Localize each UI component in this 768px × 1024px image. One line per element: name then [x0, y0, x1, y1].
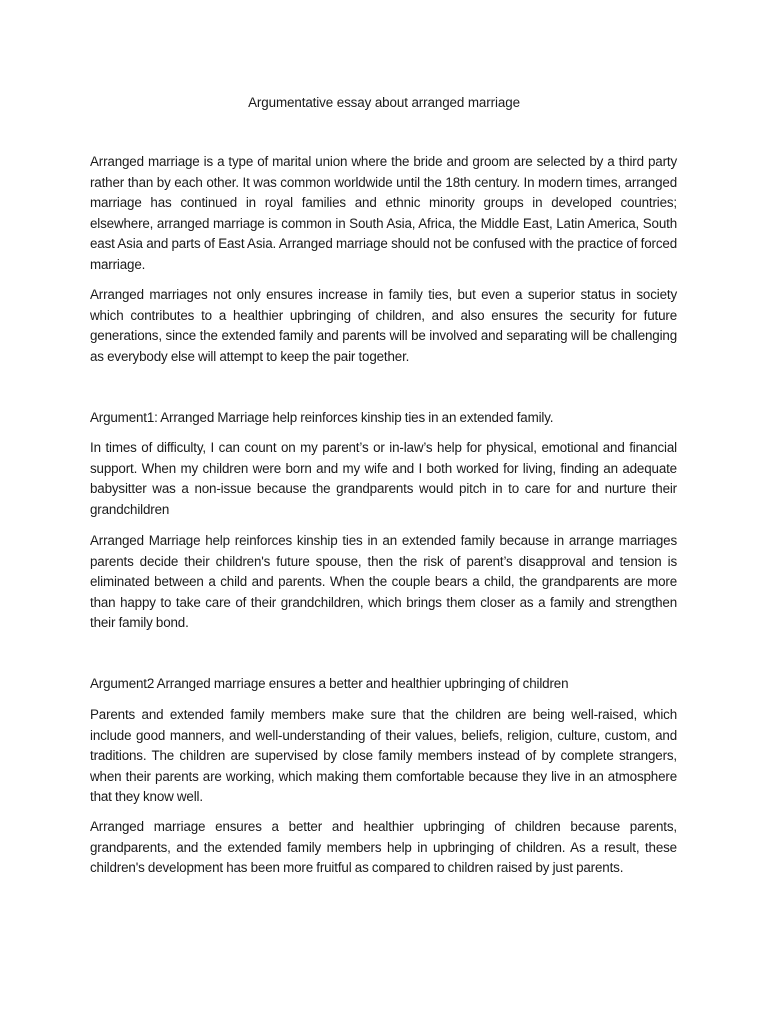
argument1-heading: Argument1: Arranged Marriage help reinforces kinship ties in an extended family.	[90, 410, 554, 425]
document-title: Argumentative essay about arranged marriage	[248, 95, 520, 110]
argument1-paragraph-1: In times of difficulty, I can count on my parent’s or in-law’s help for physical, emotional and financial support. When my children were born and my wife and I both worked for living, finding an adequate babysitter was a non-issue because the grandparents would pitch in to care for and nurture their grandchildren	[90, 440, 677, 517]
argument2-paragraph-2: Arranged marriage ensures a better and healthier upbringing of children because parents, grandparents, and the extended family members help in upbringing of children. As a result, these children's development has been more fruitful as compared to children raised by just parents.	[90, 819, 677, 876]
argument2-paragraph-1: Parents and extended family members make sure that the children are being well-raised, which include good manners, and well-understanding of their values, beliefs, religion, culture, custom, and traditions. The children are supervised by close family members instead of by complete strangers, when their parents are working, which making them comfortable because they live in an atmosphere that they know well.	[90, 707, 677, 805]
argument1-paragraph-2: Arranged Marriage help reinforces kinship ties in an extended family because in arrange marriages parents decide their children's future spouse, then the risk of parent’s disapproval and tension is eliminated between a child and parents. When the couple bears a child, the grandparents are more than happy to take care of their grandchildren, which brings them closer as a family and strengthen their family bond.	[90, 533, 677, 631]
argument2-heading: Argument2 Arranged marriage ensures a better and healthier upbringing of children	[90, 676, 569, 691]
intro-paragraph-1: Arranged marriage is a type of marital union where the bride and groom are selected by a third party rather than by each other. It was common worldwide until the 18th century. In modern times, arranged marriage has continued in royal families and ethnic minority groups in developed countries; elsewhere, arranged marriage is common in South Asia, Africa, the Middle East, Latin America, South east Asia and parts of East Asia. Arranged marriage should not be confused with the practice of forced marriage.	[90, 154, 677, 272]
intro-paragraph-2: Arranged marriages not only ensures increase in family ties, but even a superior status in society which contributes to a healthier upbringing of children, and also ensures the security for future generations, since the extended family and parents will be involved and separating will be challenging as everybody else will attempt to keep the pair together.	[90, 287, 677, 364]
